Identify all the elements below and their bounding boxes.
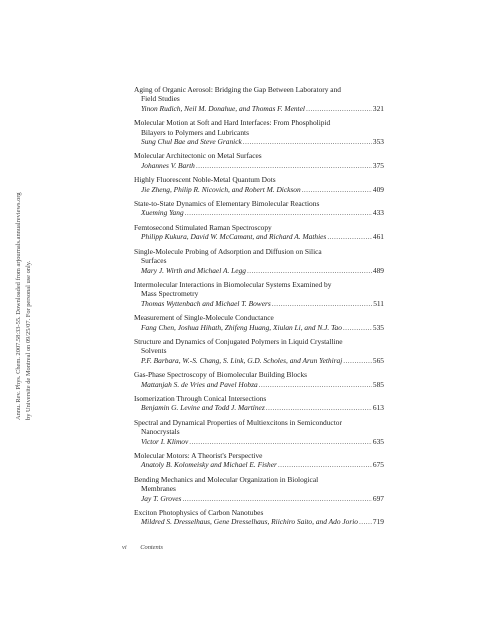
article-title-line: Aging of Organic Aerosol: Bridging the Gap Between Laboratory and xyxy=(134,85,341,94)
toc-entry[interactable] xyxy=(134,451,384,470)
toc-entry[interactable] xyxy=(134,151,384,170)
article-authors: Mildred S. Dresselhaus, Gene Dresselhaus, Riichiro Saito, and Ado Jorio xyxy=(141,517,358,527)
article-page-number[interactable]: 433 xyxy=(372,208,384,218)
download-watermark xyxy=(14,180,48,420)
article-title-continuation: Mass Spectrometry xyxy=(141,289,199,299)
toc-entry[interactable] xyxy=(134,247,384,275)
article-page-number[interactable]: 409 xyxy=(372,184,384,194)
article-title-continuation: Field Studies xyxy=(141,94,180,104)
article-authors: Mattanjah S. de Vries and Pavel Hobza xyxy=(141,379,258,389)
article-title-line: Intermolecular Interactions in Biomolecular Systems Examined by xyxy=(134,279,332,289)
article-title-line: Spectral and Dynamical Properties of Multiexcitons in Semiconductor xyxy=(134,417,342,427)
article-page-number[interactable]: 511 xyxy=(373,298,384,308)
toc-entry[interactable] xyxy=(134,199,384,218)
authors-row xyxy=(134,161,384,170)
toc-entry[interactable] xyxy=(134,508,384,527)
authors-row xyxy=(134,356,384,365)
article-title-line: Measurement of Single-Molecule Conductance xyxy=(134,313,274,323)
article-page-number[interactable]: 635 xyxy=(372,436,384,446)
authors-row xyxy=(134,380,384,389)
dot-leader xyxy=(243,137,372,146)
article-page-number[interactable]: 585 xyxy=(372,379,384,389)
article-page-number[interactable]: 535 xyxy=(372,322,384,332)
article-title-line: State-to-State Dynamics of Elementary Bimolecular Reactions xyxy=(134,199,320,209)
toc-entry[interactable] xyxy=(134,370,384,389)
dot-leader xyxy=(259,380,372,389)
article-authors: Benjamin G. Levine and Todd J. Martínez xyxy=(141,403,265,413)
article-title-continuation: Bilayers to Polymers and Lubricants xyxy=(141,127,249,137)
article-authors: Yinon Rudich, Neil M. Donahue, and Thomas F. Mentel xyxy=(141,103,305,113)
article-title xyxy=(134,337,384,356)
article-authors: P.F. Barbara, W.-S. Chang, S. Link, G.D. Scholes, and Arun Yethiraj xyxy=(141,355,343,365)
article-authors: Philipp Kukura, David W. McCamant, and Richard A. Mathies xyxy=(141,232,327,242)
dot-leader xyxy=(302,185,372,194)
authors-row xyxy=(134,403,384,412)
download-watermark-line-1: Annu. Rev. Phys. Chem. 2007.58:33-55. Downloaded from arjournals.annualreviews.org xyxy=(15,192,22,420)
article-title-continuation: Nanocrystals xyxy=(141,427,180,437)
dot-leader xyxy=(182,494,371,503)
article-title xyxy=(134,175,384,184)
article-title-continuation: Solvents xyxy=(141,346,167,356)
toc-entry[interactable] xyxy=(134,223,384,242)
article-title xyxy=(134,370,384,379)
article-page-number[interactable]: 489 xyxy=(372,265,384,275)
toc-entry[interactable] xyxy=(134,280,384,308)
article-page-number[interactable]: 321 xyxy=(372,103,384,113)
dot-leader xyxy=(343,356,372,365)
article-title xyxy=(134,199,384,208)
article-title xyxy=(134,247,384,266)
dot-leader xyxy=(343,323,372,332)
dot-leader xyxy=(272,299,372,308)
authors-row xyxy=(134,517,384,526)
authors-row xyxy=(134,185,384,194)
article-authors: Jay T. Groves xyxy=(141,493,182,503)
article-title xyxy=(134,280,384,299)
authors-row xyxy=(134,232,384,241)
authors-row xyxy=(134,460,384,469)
article-title xyxy=(134,313,384,322)
toc-entry[interactable] xyxy=(134,394,384,413)
article-title xyxy=(134,223,384,232)
authors-row xyxy=(134,437,384,446)
article-authors: Fang Chen, Joshua Hihath, Zhifeng Huang, Xiulan Li, and N.J. Tao xyxy=(141,322,342,332)
article-title xyxy=(134,418,384,437)
article-authors: Victor I. Klimov xyxy=(141,436,189,446)
authors-row xyxy=(134,208,384,217)
authors-row xyxy=(134,494,384,503)
article-title-line: Structure and Dynamics of Conjugated Polymers in Liquid Crystalline xyxy=(134,336,343,346)
article-authors: Jie Zheng, Philip R. Nicovich, and Robert M. Dickson xyxy=(141,184,301,194)
article-authors: Sung Chul Bae and Steve Granick xyxy=(141,137,242,147)
article-page-number[interactable]: 675 xyxy=(372,460,384,470)
dot-leader xyxy=(306,104,372,113)
article-title-line: Single-Molecule Probing of Adsorption and Diffusion on Silica xyxy=(134,246,322,256)
dot-leader xyxy=(196,161,372,170)
article-authors: Anatoly B. Kolomeisky and Michael E. Fisher xyxy=(141,460,277,470)
article-title-line: Exciton Photophysics of Carbon Nanotubes xyxy=(134,508,264,518)
toc-entry[interactable] xyxy=(134,118,384,146)
dot-leader xyxy=(278,460,372,469)
article-title-line: Highly Fluorescent Noble-Metal Quantum Dots xyxy=(134,175,276,185)
authors-row xyxy=(134,299,384,308)
article-title xyxy=(134,475,384,494)
article-title xyxy=(134,451,384,460)
article-title xyxy=(134,394,384,403)
toc-entry[interactable] xyxy=(134,337,384,365)
article-authors: Mary J. Wirth and Michael A. Legg xyxy=(141,265,246,275)
running-head: Contents xyxy=(140,544,163,551)
page-footer xyxy=(122,544,175,551)
authors-row xyxy=(134,266,384,275)
article-page-number[interactable]: 565 xyxy=(372,355,384,365)
table-of-contents xyxy=(134,85,384,532)
download-watermark-line-2: by Universite de Montreal on 09/25/07. For personal use only. xyxy=(25,260,32,420)
dot-leader xyxy=(327,232,372,241)
article-authors: Xueming Yang xyxy=(141,208,184,218)
article-title-line: Bending Mechanics and Molecular Organization in Biological xyxy=(134,474,319,484)
page-number: vi xyxy=(122,544,127,551)
dot-leader xyxy=(185,208,372,217)
toc-entry[interactable] xyxy=(134,475,384,503)
article-title xyxy=(134,85,384,104)
authors-row xyxy=(134,137,384,146)
article-title-continuation: Membranes xyxy=(141,484,176,494)
article-title-line: Femtosecond Stimulated Raman Spectroscopy xyxy=(134,222,272,232)
article-page-number[interactable]: 353 xyxy=(372,137,384,147)
article-title-line: Gas-Phase Spectroscopy of Biomolecular Building Blocks xyxy=(134,370,308,380)
article-page-number[interactable]: 719 xyxy=(372,517,384,527)
dot-leader xyxy=(359,517,372,526)
toc-entry[interactable] xyxy=(134,313,384,332)
authors-row xyxy=(134,104,384,113)
article-title-line: Molecular Motion at Soft and Hard Interfaces: From Phospholipid xyxy=(134,118,331,128)
article-page-number[interactable]: 375 xyxy=(372,160,384,170)
article-title-line: Isomerization Through Conical Intersections xyxy=(134,393,267,403)
article-title xyxy=(134,118,384,137)
toc-entry[interactable] xyxy=(134,175,384,194)
article-title-continuation: Surfaces xyxy=(141,256,167,266)
authors-row xyxy=(134,323,384,332)
dot-leader xyxy=(189,437,372,446)
dot-leader xyxy=(266,403,372,412)
article-title-line: Molecular Architectonic on Metal Surfaces xyxy=(134,151,262,161)
article-page-number[interactable]: 461 xyxy=(372,232,384,242)
toc-entry[interactable] xyxy=(134,85,384,113)
toc-entry[interactable] xyxy=(134,418,384,446)
article-authors: Johannes V. Barth xyxy=(141,160,195,170)
article-authors: Thomas Wyttenbach and Michael T. Bowers xyxy=(141,298,271,308)
article-page-number[interactable]: 613 xyxy=(372,403,384,413)
article-title-line: Molecular Motors: A Theorist's Perspective xyxy=(134,451,263,460)
dot-leader xyxy=(247,266,372,275)
article-title xyxy=(134,508,384,517)
article-page-number[interactable]: 697 xyxy=(372,493,384,503)
article-title xyxy=(134,151,384,160)
